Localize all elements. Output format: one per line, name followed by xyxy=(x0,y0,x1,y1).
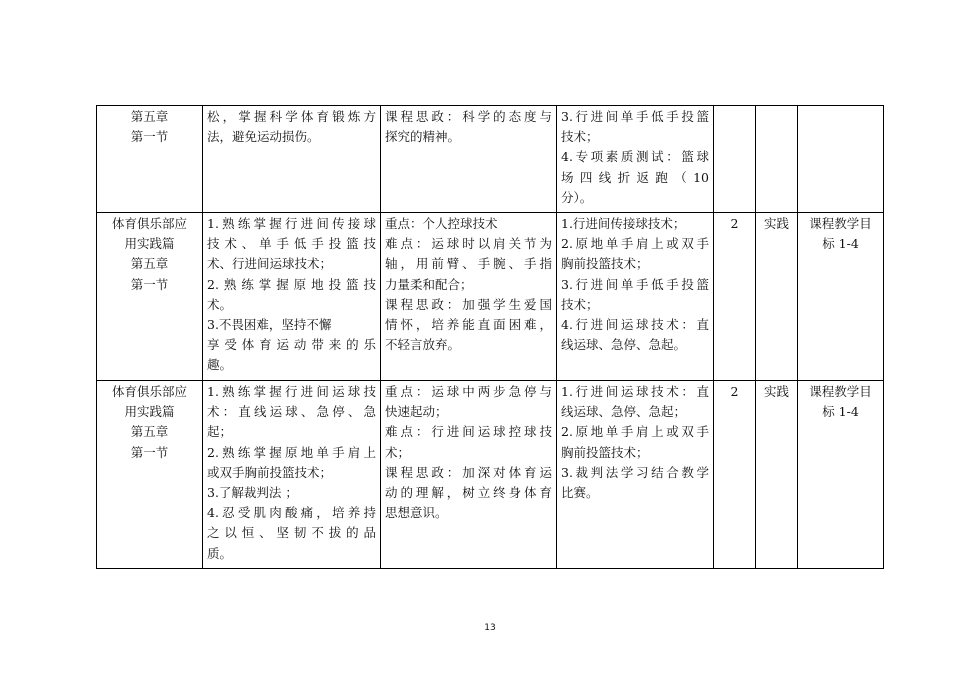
goal-cell: 课程教学目 标 1-4 xyxy=(798,213,884,381)
table-row xyxy=(97,106,884,213)
hours-cell: 2 xyxy=(714,381,756,569)
focus-cell: 重点：运球中两步急停与 快速起动； 难点：行进间运球控球技 术； 课程思政：加深对体育运 动的理解，树立终身体育 思想意识。 xyxy=(381,381,557,569)
content-cell: 1.行进间传接球技术； 2.原地单手肩上或双手 胸前投篮技术； 3.行进间单手低手投篮 技术； 4.行进间运球技术：直 线运球、急停、急起。 xyxy=(557,213,714,381)
goal-cell xyxy=(798,106,884,213)
objectives-cell: 松，掌握科学体育锻炼方 法，避免运动损伤。 xyxy=(203,106,381,213)
hours-cell xyxy=(714,106,756,213)
unit-cell: 第五章 第一节 xyxy=(97,106,203,213)
goal-cell: 课程教学目 标 1-4 xyxy=(798,381,884,569)
unit-cell: 体育俱乐部应 用实践篇 第五章 第一节 xyxy=(97,213,203,381)
unit-cell: 体育俱乐部应 用实践篇 第五章 第一节 xyxy=(97,381,203,569)
table-row xyxy=(97,381,884,569)
objectives-cell: 1.熟练掌握行进间传接球 技术、单手低手投篮技 术、行进间运球技术； 2.熟练掌握原地投篮技 术。 3.不畏困难，坚持不懈 享受体育运动带来的乐 趣。 xyxy=(203,213,381,381)
type-cell: 实践 xyxy=(756,213,798,381)
hours-cell: 2 xyxy=(714,213,756,381)
objectives-cell: 1.熟练掌握行进间运球技 术：直线运球、急停、急 起； 2.熟练掌握原地单手肩上 或双手胸前投篮技术； 3.了解裁判法 ； 4.忍受肌肉酸痛，培养持 之以恒、坚韧不拔的品 质。 xyxy=(203,381,381,569)
content-cell: 1.行进间运球技术：直 线运球、急停、急起； 2.原地单手肩上或双手 胸前投篮技术； 3.裁判法学习结合教学 比赛。 xyxy=(557,381,714,569)
type-cell: 实践 xyxy=(756,381,798,569)
focus-cell: 重点：个人控球技术 难点：运球时以肩关节为 轴，用前臂、手腕、手指 力量柔和配合； 课程思政：加强学生爱国 情怀，培养能直面困难， 不轻言放弃。 xyxy=(381,213,557,381)
course-schedule-table xyxy=(96,105,884,569)
type-cell xyxy=(756,106,798,213)
content-cell: 3.行进间单手低手投篮 技术； 4.专项素质测试：篮球 场四线折返跑（10 分）。 xyxy=(557,106,714,213)
table-row xyxy=(97,213,884,381)
focus-cell: 课程思政：科学的态度与 探究的精神。 xyxy=(381,106,557,213)
page-number: 13 xyxy=(484,623,496,633)
